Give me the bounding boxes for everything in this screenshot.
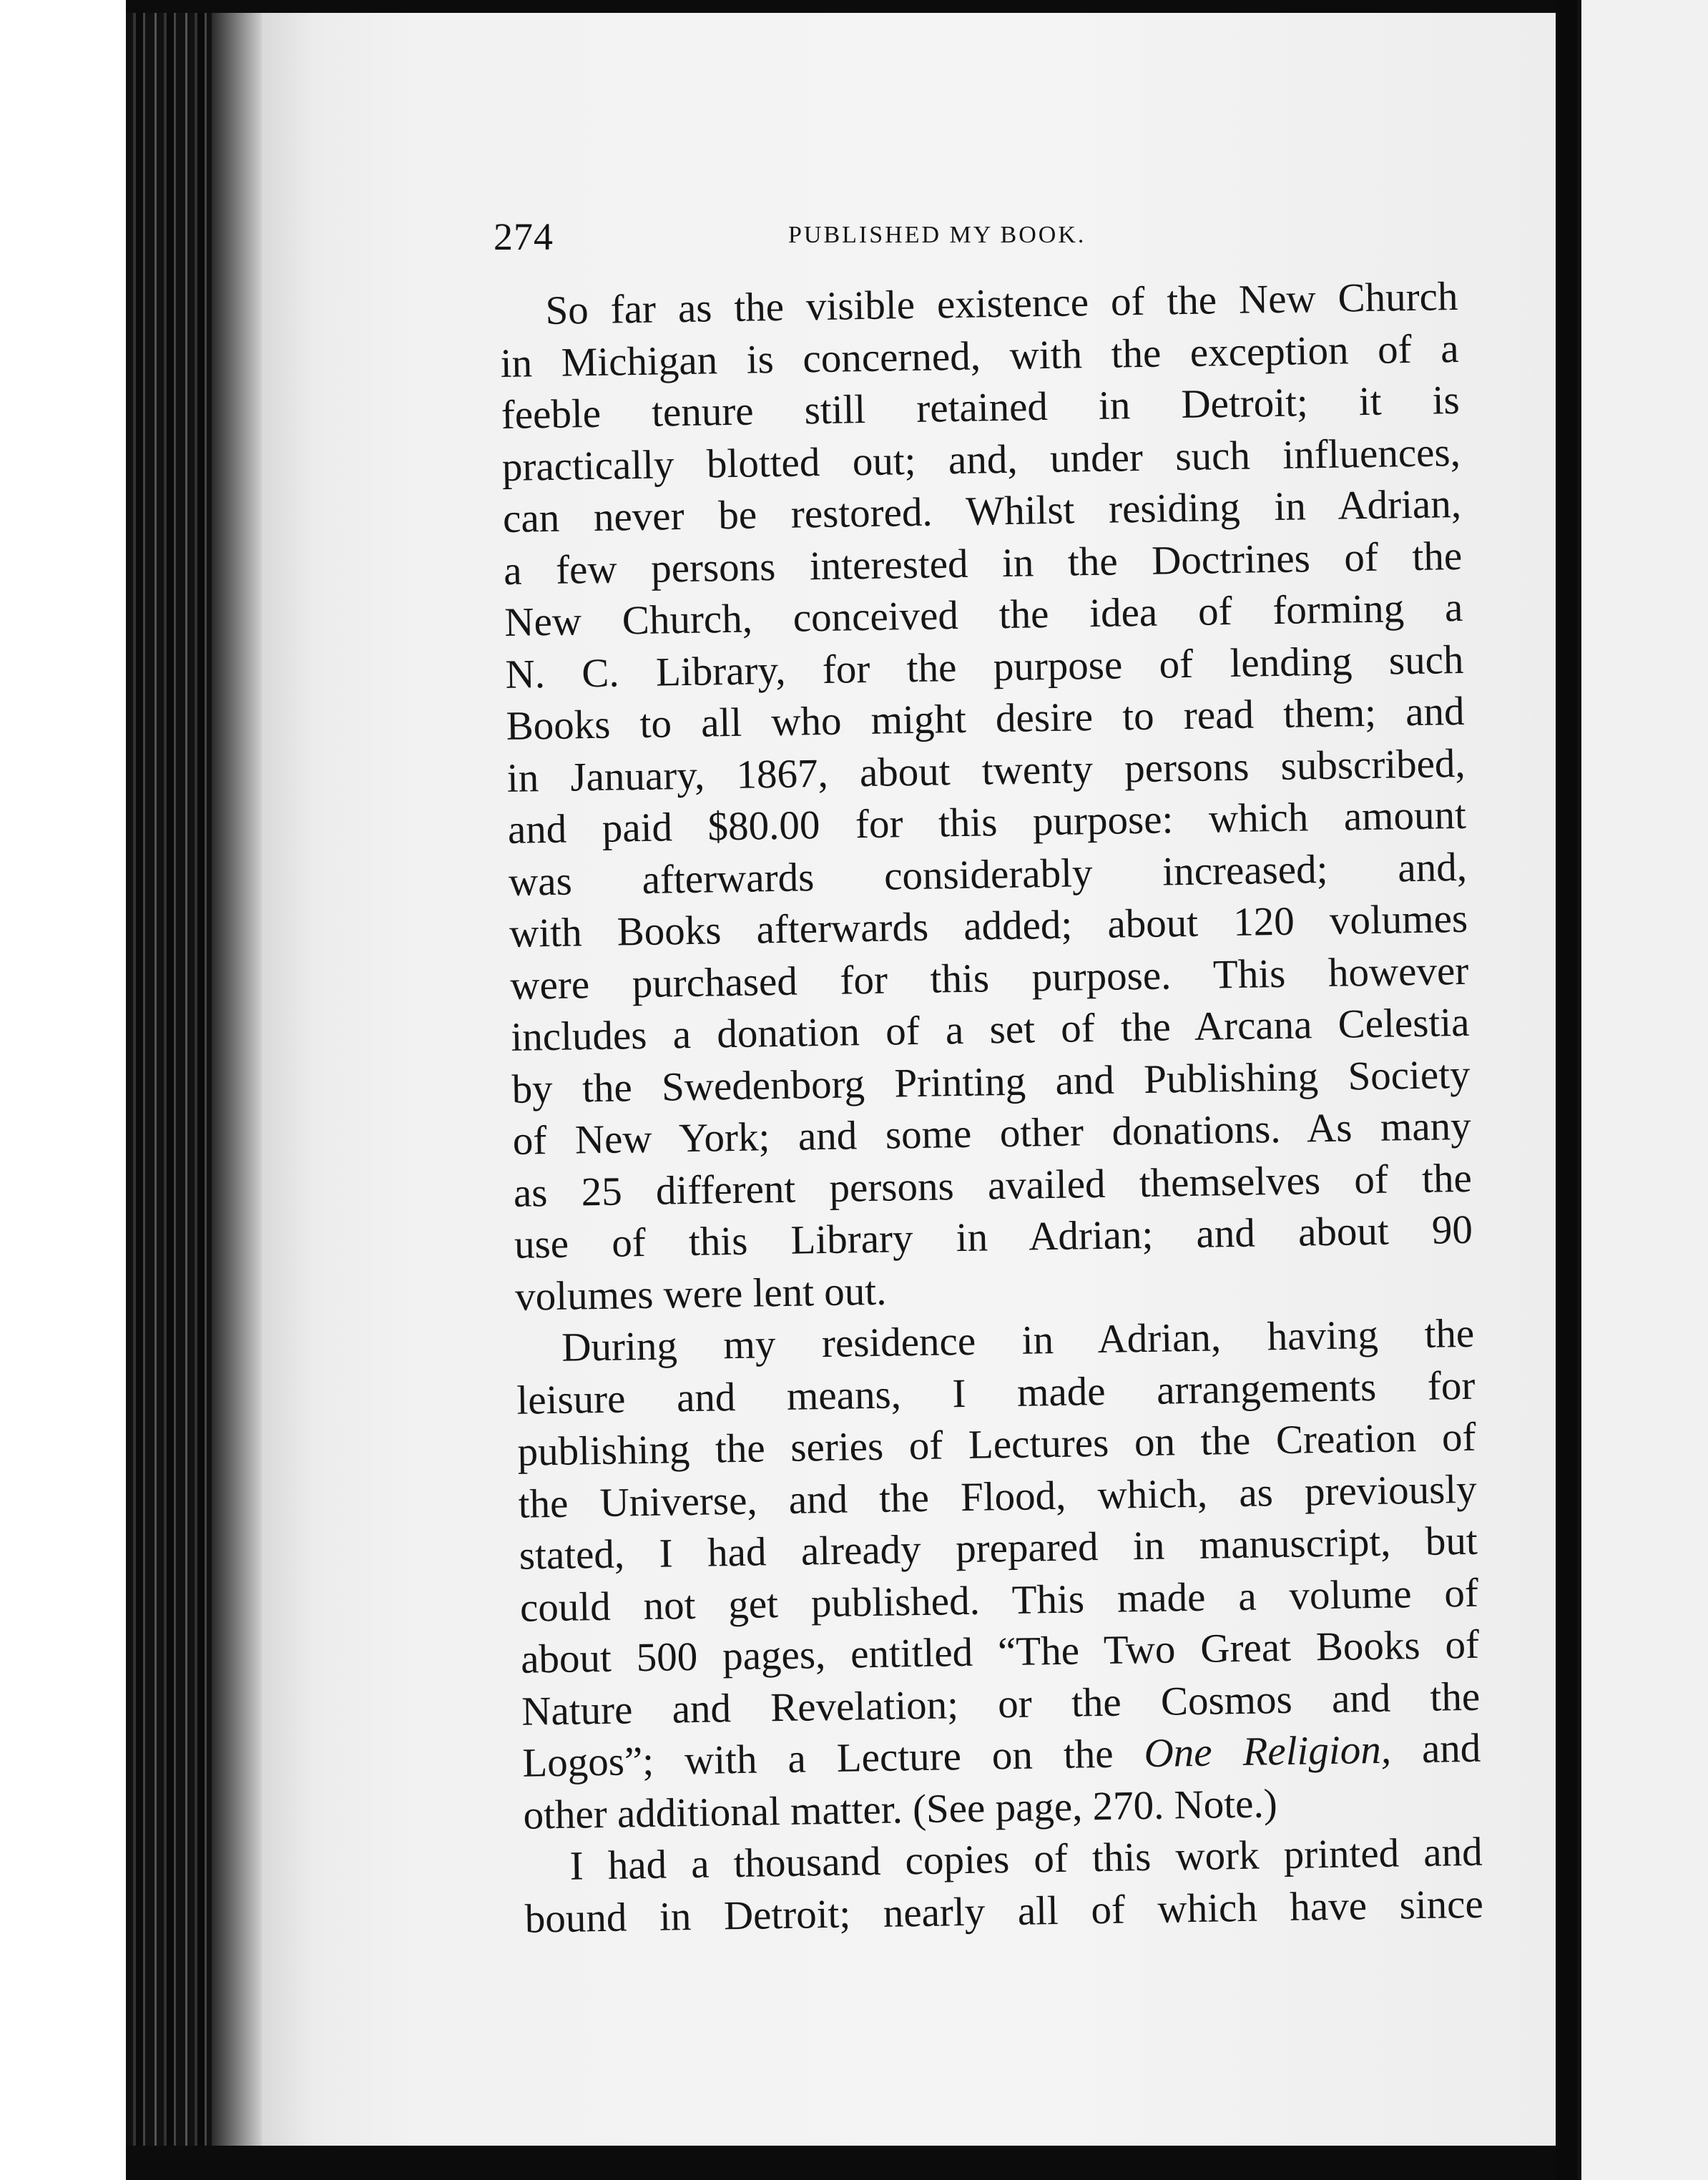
text-line: and paid $80.00 for this purpose: which amount <box>507 792 1467 853</box>
text-line: practically blotted out; and, under such influences, <box>501 429 1461 490</box>
text-line: volumes were lent out. <box>514 1268 887 1320</box>
text-line: N. C. Library, for the purpose of lending such <box>505 637 1464 697</box>
text-line: I had a thousand copies of this work printed and <box>569 1829 1483 1889</box>
text-line: about 500 pages, entitled “The Two Great Books of <box>520 1621 1480 1682</box>
text-line: stated, I had already prepared in manuscript, but <box>519 1518 1478 1578</box>
text-line: bound in Detroit; nearly all of which have since <box>524 1881 1484 1942</box>
text-line: publishing the series of Lectures on the Creation of <box>517 1414 1476 1475</box>
text-line: was afterwards considerably increased; and, <box>508 844 1468 905</box>
text-line: other additional matter. (See page, 270. Note.) <box>523 1780 1278 1838</box>
text-line: feeble tenure still retained in Detroit; it is <box>501 377 1461 438</box>
page-gutter-shadow <box>212 0 262 2180</box>
left-margin <box>0 0 126 2180</box>
text-line: leisure and means, I made arrangements for <box>516 1362 1476 1423</box>
text-run: Logos”; with a Lecture on the <box>521 1731 1145 1786</box>
text-line: were purchased for this purpose. This however <box>509 948 1469 1008</box>
text-line: with Books afterwards added; about 120 volumes <box>509 895 1468 956</box>
scan-right-border <box>1556 0 1577 2180</box>
text-line: Books to all who might desire to read them; and <box>506 688 1465 749</box>
text-line: a few persons interested in the Doctrines of the <box>503 533 1463 594</box>
text-line: could not get published. This made a volume of <box>519 1570 1479 1631</box>
text-line: includes a donation of a set of the Arcana Celestia <box>511 999 1470 1060</box>
text-line: can never be restored. Whilst residing in Adrian, <box>502 481 1462 541</box>
scan-top-border <box>126 0 1599 13</box>
text-line: of New York; and some other donations. As many <box>512 1103 1472 1164</box>
text-line: New Church, conceived the idea of forming a <box>504 584 1463 645</box>
running-head: PUBLISHED MY BOOK. <box>788 222 1086 248</box>
facing-page-edge <box>1577 0 1708 2180</box>
text-line: in Michigan is concerned, with the exception of a <box>500 325 1460 386</box>
text-line: as 25 different persons availed themselves of the <box>513 1155 1473 1216</box>
scan-bottom-border <box>126 2146 1599 2180</box>
text-run: and <box>1390 1725 1481 1772</box>
italic-title: One Religion, <box>1144 1727 1392 1777</box>
text-line: Nature and Revelation; or the Cosmos and the <box>521 1674 1481 1734</box>
text-line: use of this Library in Adrian; and about 90 <box>514 1207 1473 1267</box>
text-line: in January, 1867, about twenty persons subscribed, <box>506 740 1466 801</box>
text-line: During my residence in Adrian, having the <box>561 1310 1475 1370</box>
page-body-text <box>499 271 1483 1945</box>
text-line: the Universe, and the Flood, which, as previously <box>518 1466 1478 1527</box>
text-line: by the Swedenborg Printing and Publishing Society <box>511 1051 1471 1112</box>
page-header <box>494 215 1459 257</box>
page-number: 274 <box>494 215 554 258</box>
text-line: So far as the visible existence of the New Church <box>545 273 1458 333</box>
